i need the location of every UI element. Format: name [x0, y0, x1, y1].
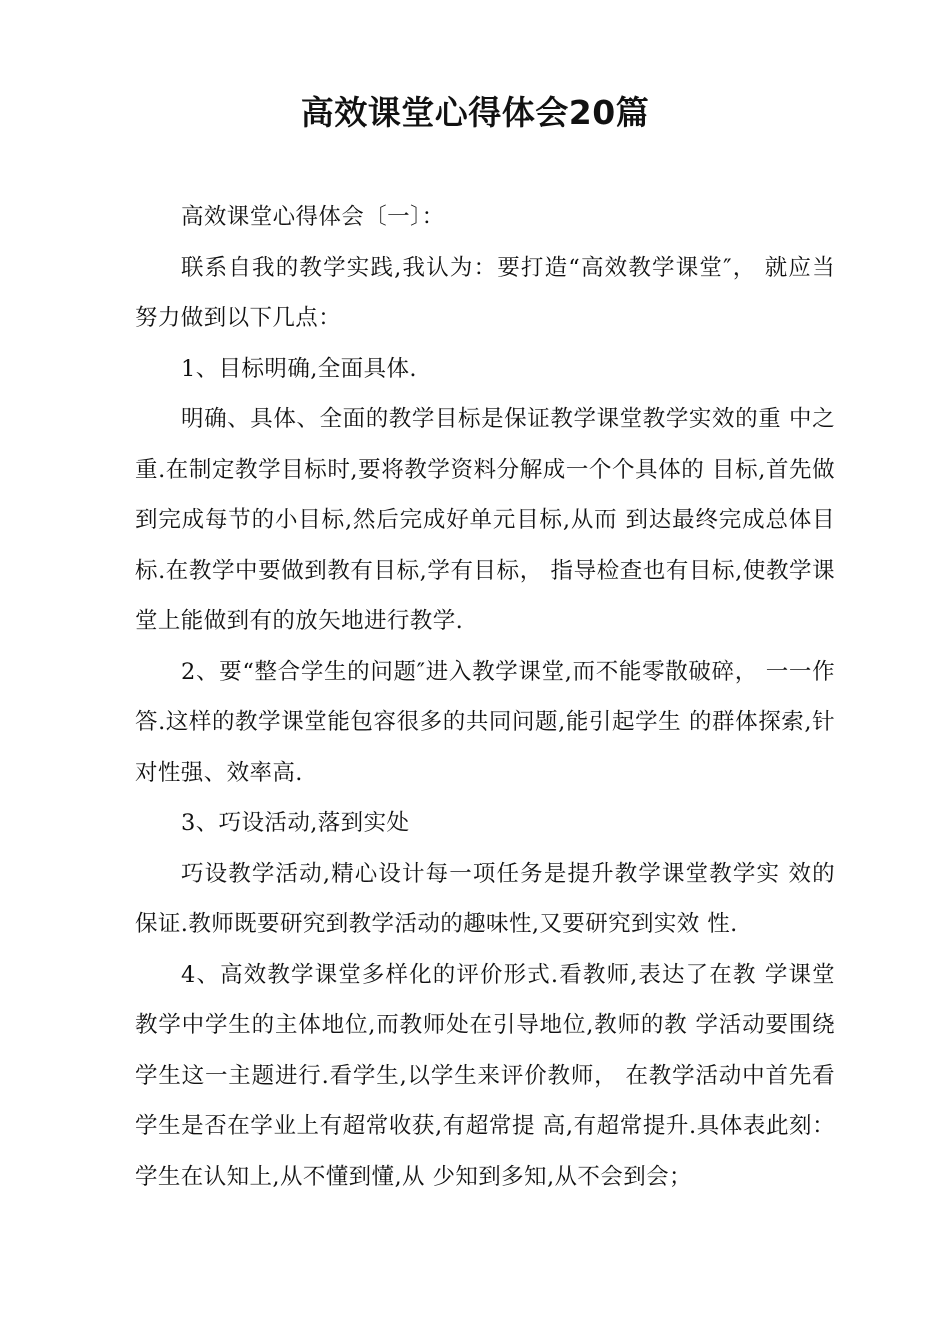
paragraph: 4、高效教学课堂多样化的评价形式.看教师,表达了在教 学课堂教学中学生的主体地位,而教师处在引导地位,教师的教 学活动要围绕学生这一主题进行.看学生,以学生来评价教师， 在教学活动中首先看学生是否在学业上有超常收获,有超常提 高,有超常提升.具体表此刻：学生在认知上,从不懂到懂,从 少知到多知,从不会到会； — [135, 961, 835, 1190]
document-title: 高效课堂心得体会20篇 — [300, 93, 650, 132]
paragraph: 明确、具体、全面的教学目标是保证教学课堂教学实效的重 中之重.在制定教学目标时,要将教学资料分解成一个个具体的 目标,首先做到完成每节的小目标,然后完成好单元目标,从而 到达最终完成总体目标.在教学中要做到教有目标,学有目标， 指导检查也有目标,使教学课堂上能做到有的放矢地进行教学. — [135, 406, 835, 634]
paragraph: 2、要“整合学生的问题″进入教学课堂,而不能零散破碎， 一一作答.这样的教学课堂能包容很多的共同问题,能引起学生 的群体探索,针对性强、效率高. — [135, 658, 835, 786]
document-body — [135, 192, 835, 1202]
paragraph: 1、目标明确,全面具体. — [181, 355, 417, 382]
paragraph: 高效课堂心得体会〔一〕： — [181, 204, 445, 230]
paragraph: 巧设教学活动,精心设计每一项任务是提升教学课堂教学实 效的保证.教师既要研究到教学活动的趣味性,又要研究到实效 性. — [135, 860, 835, 937]
paragraph: 联系自我的教学实践,我认为：要打造“高效教学课堂″， 就应当努力做到以下几点： — [135, 254, 835, 331]
paragraph: 3、巧设活动,落到实处 — [181, 810, 410, 836]
